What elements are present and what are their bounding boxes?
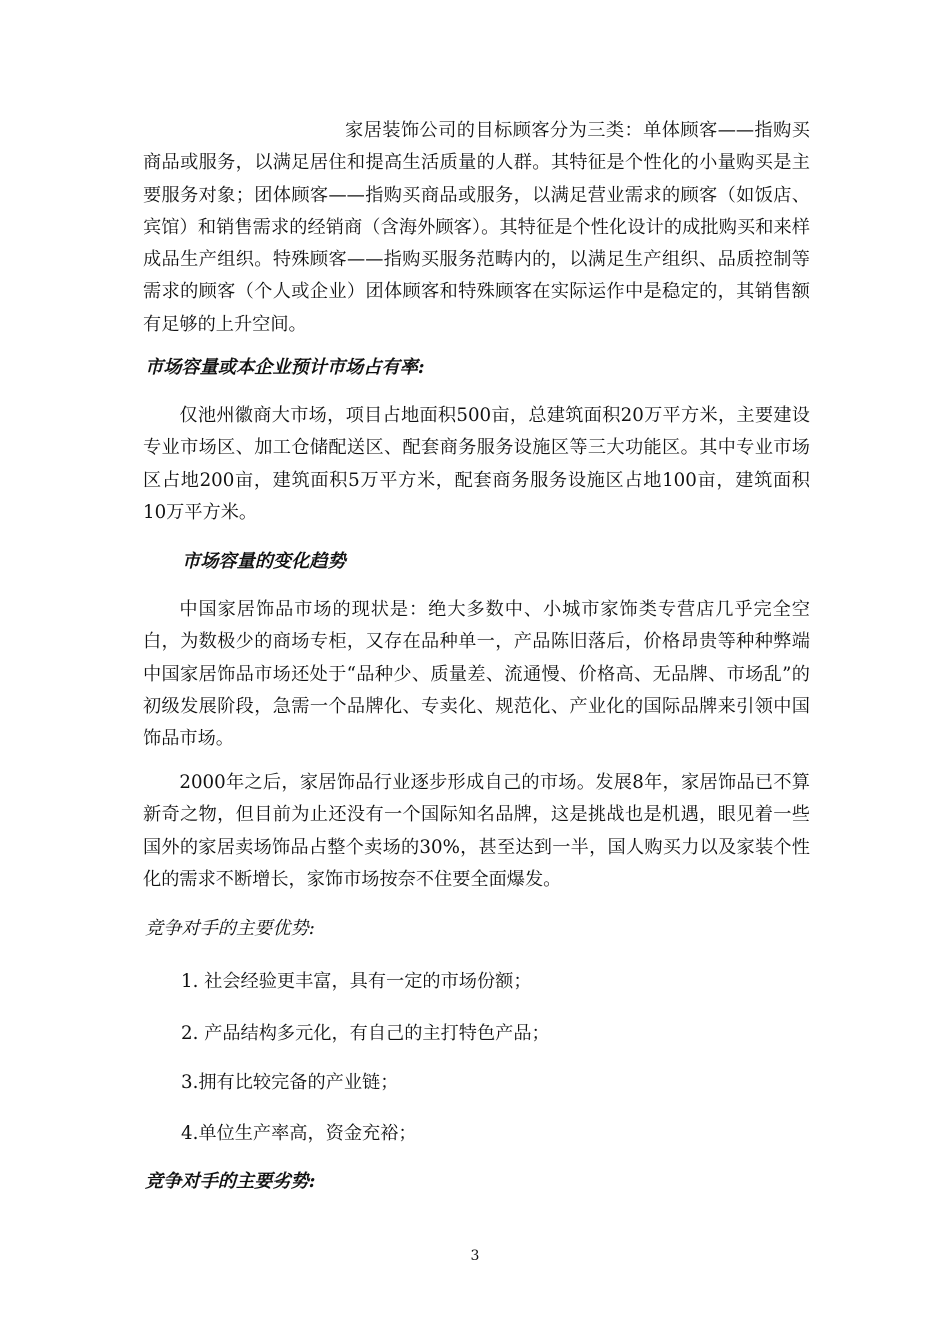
page-number: 3 bbox=[470, 1248, 480, 1264]
target-customers-paragraph: 家居装饰公司的目标顾客分为三类：单体顾客——指购买商品或服务，以满足居住和提高生活质量的人群。其特征是个性化的小量购买是主要服务对象；团体顾客——指购买商品或服务，以满足营业需求的顾客（如饭店、宾馆）和销售需求的经销商（含海外顾客）。其特征是个性化设计的成批购买和来样成品生产组织。特殊顾客——指购买服务范畴内的，以满足生产组织、品质控制等需求的顾客（个人或企业）团体顾客和特殊顾客在实际运作中是稳定的，其销售额有足够的上升空间。 bbox=[143, 120, 810, 335]
capacity-trend-heading: 市场容量的变化趋势 bbox=[182, 551, 346, 572]
strength-item-2: 2. 产品结构多元化，有自己的主打特色产品； bbox=[181, 1023, 550, 1044]
market-share-heading: 市场容量或本企业预计市场占有率: bbox=[145, 357, 425, 378]
strength-item-3: 3.拥有比较完备的产业链； bbox=[181, 1072, 399, 1093]
strength-item-4: 4.单位生产率高，资金充裕； bbox=[181, 1123, 417, 1144]
market-capacity-paragraph: 仅池州徽商大市场，项目占地面积500亩，总建筑面积20万平方米，主要建设专业市场区、加工仓储配送区、配套商务服务设施区等三大功能区。其中专业市场区占地200亩，建筑面积5万平方米，配套商务服务设施区占地100亩，建筑面积10万平方米。 bbox=[143, 405, 810, 523]
since-2000-paragraph: 2000年之后，家居饰品行业逐步形成自己的市场。发展8年，家居饰品已不算新奇之物，但目前为止还没有一个国际知名品牌，这是挑战也是机遇，眼见着一些国外的家居卖场饰品占整个卖场的30%，甚至达到一半，国人购买力以及家装个性化的需求不断增长，家饰市场按奈不住要全面爆发。 bbox=[143, 772, 810, 890]
competitor-weaknesses-heading: 竞争对手的主要劣势: bbox=[145, 1171, 316, 1192]
strength-item-1: 1. 社会经验更丰富，具有一定的市场份额； bbox=[181, 971, 532, 992]
current-status-paragraph: 中国家居饰品市场的现状是：绝大多数中、小城市家饰类专营店几乎完全空白，为数极少的商场专柜，又存在品种单一，产品陈旧落后，价格昂贵等种种弊端中国家居饰品市场还处于“品种少、质量差、流通慢、价格高、无品牌、市场乱”的初级发展阶段，急需一个品牌化、专卖化、规范化、产业化的国际品牌来引领中国饰品市场。 bbox=[143, 599, 810, 750]
competitor-strengths-heading: 竞争对手的主要优势: bbox=[145, 918, 315, 939]
